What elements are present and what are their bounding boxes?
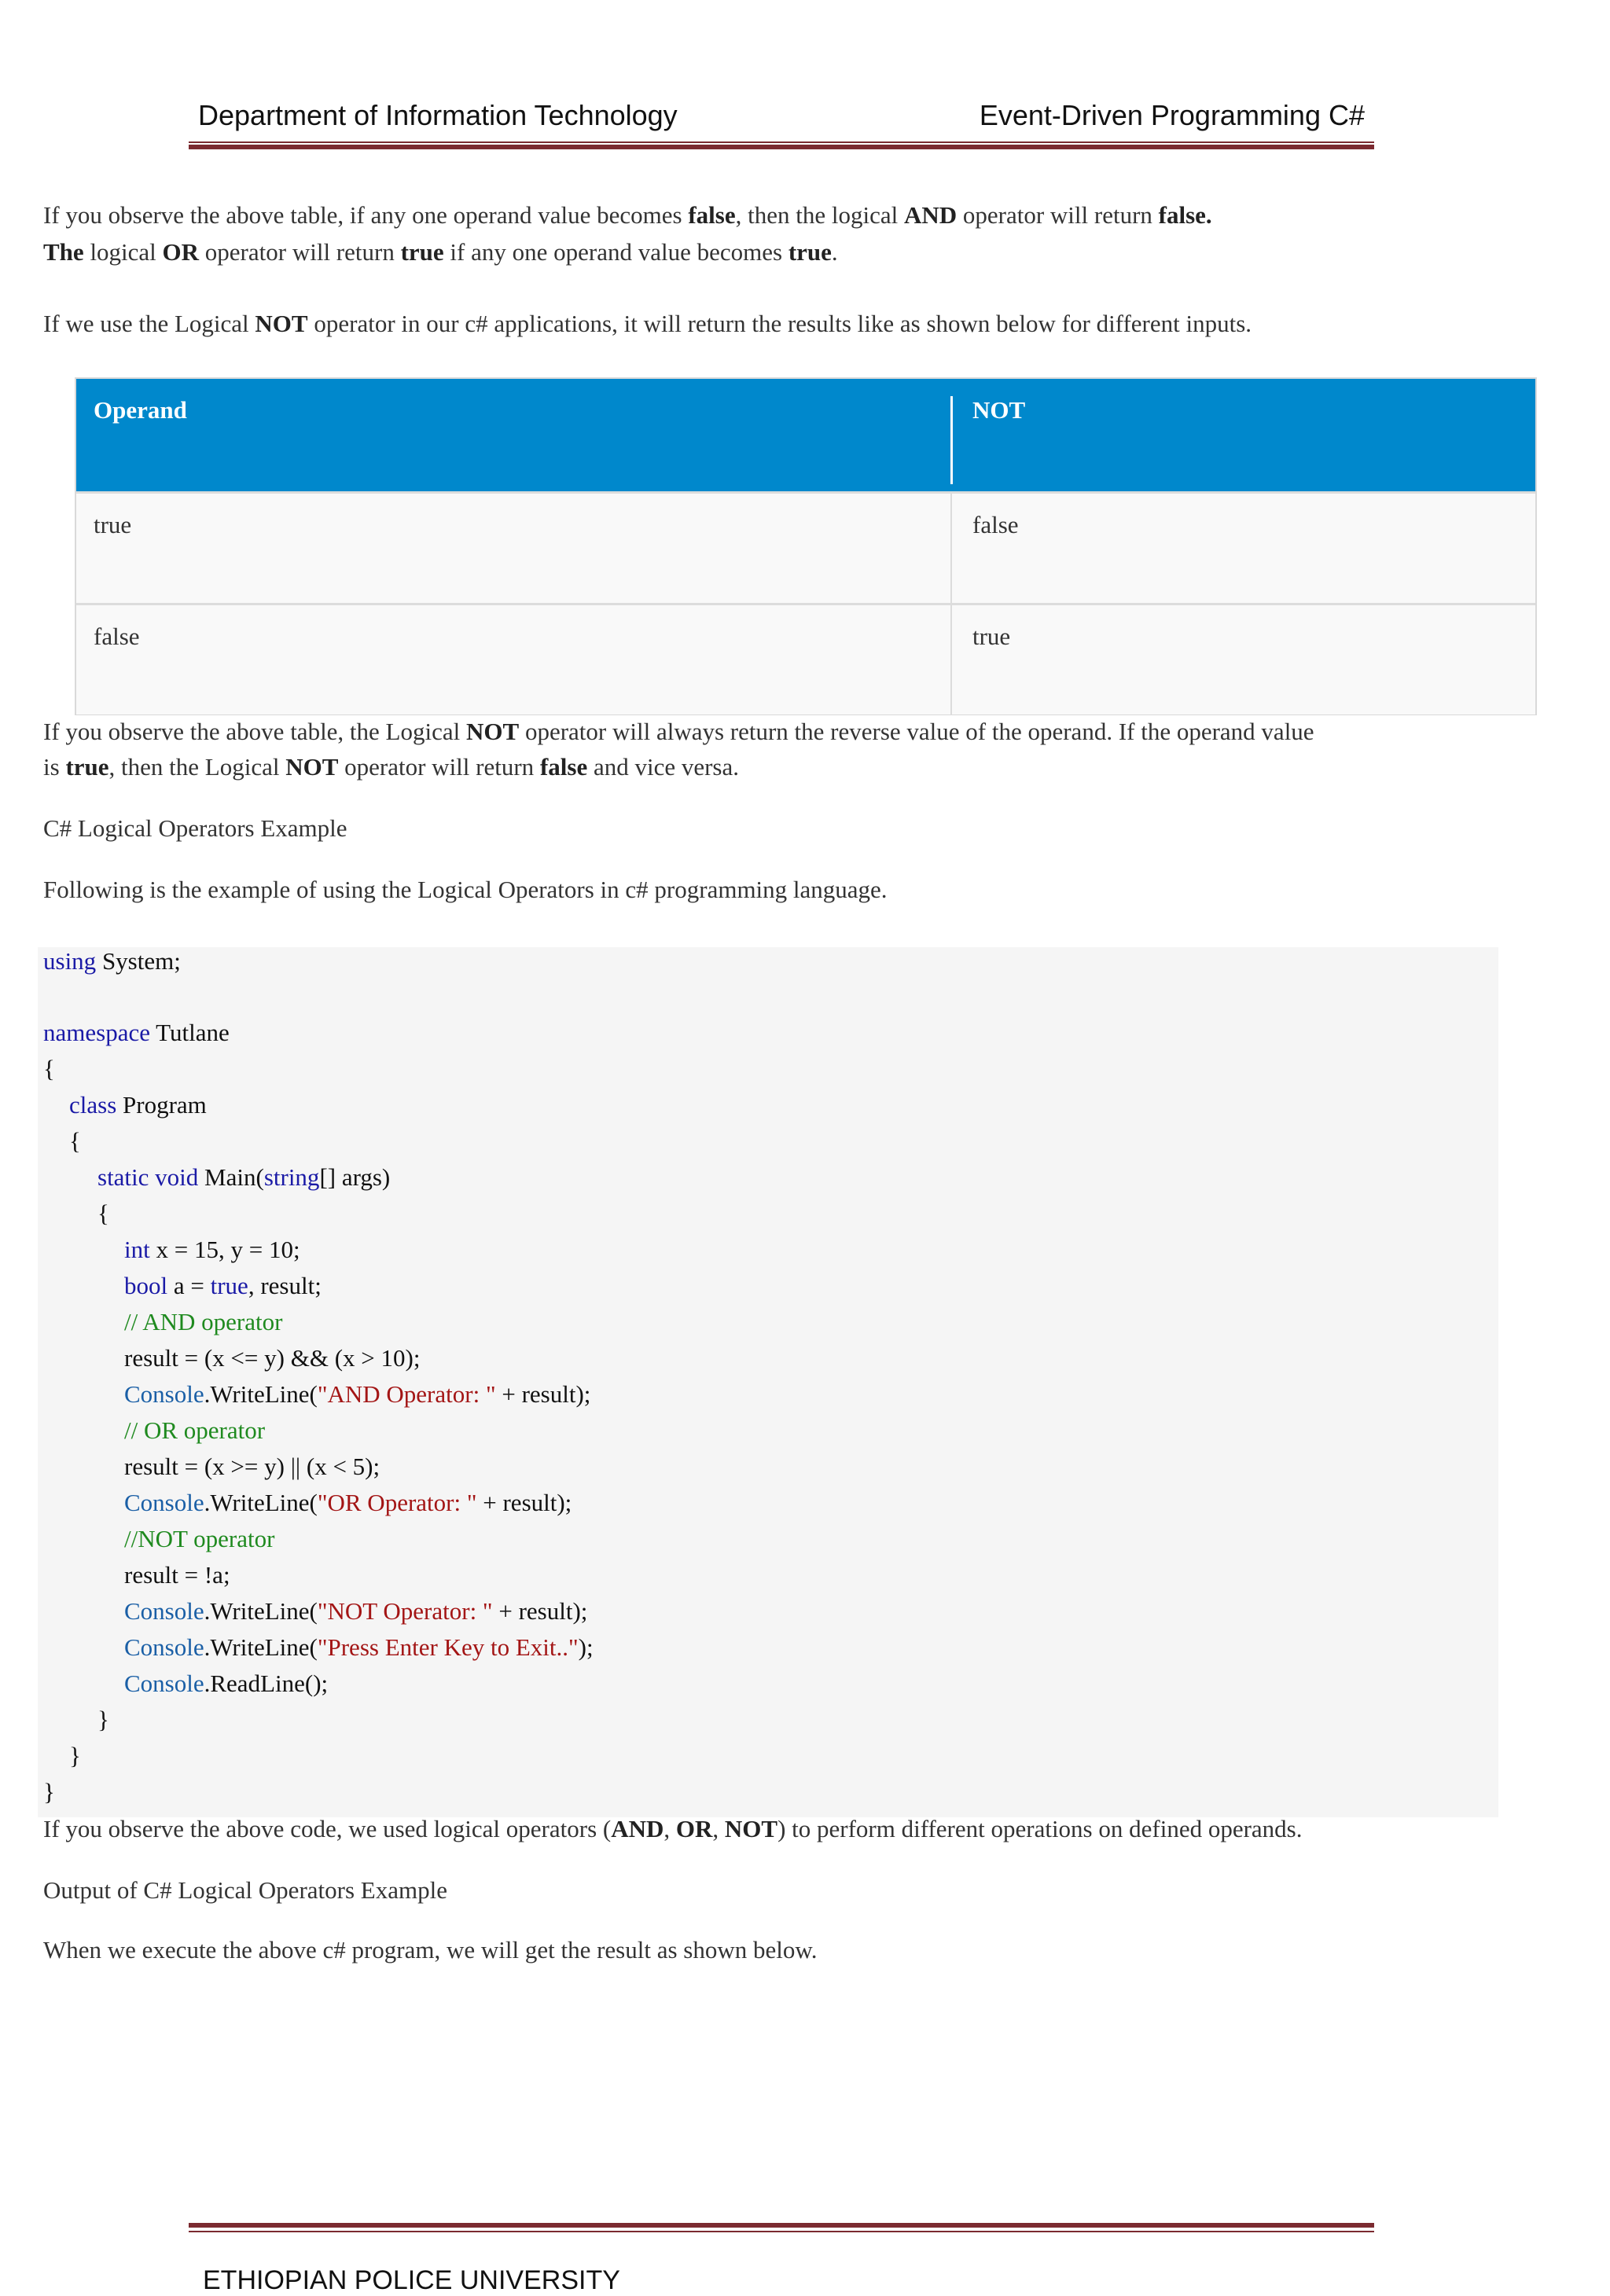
table-cell: true xyxy=(972,623,1011,650)
code-line: class Program xyxy=(69,1091,207,1119)
code-line: Console.WriteLine("NOT Operator: " + result); xyxy=(124,1597,588,1625)
table-cell: false xyxy=(972,511,1019,538)
intro-paragraph-2: If we use the Logical NOT operator in our c# applications, it will return the results like as shown below for different inputs. xyxy=(43,310,1252,337)
not-truth-table xyxy=(75,377,1537,715)
code-line: static void Main(string[] args) xyxy=(97,1163,391,1191)
code-line: int x = 15, y = 10; xyxy=(124,1236,300,1263)
code-block xyxy=(38,947,1498,1817)
after-code-paragraph: If you observe the above code, we used logical operators (AND, OR, NOT) to perform different operations on defined operands. xyxy=(43,1815,1303,1842)
code-comment: // AND operator xyxy=(124,1308,283,1335)
header-course: Event-Driven Programming C# xyxy=(979,99,1365,131)
code-comment: // OR operator xyxy=(124,1416,266,1444)
section-intro: Following is the example of using the Logical Operators in c# programming language. xyxy=(43,876,888,903)
column-separator xyxy=(950,491,952,715)
header-rule-thin xyxy=(189,141,1374,143)
footer-rule-thin xyxy=(189,2231,1374,2232)
output-intro: When we execute the above c# program, we will get the result as shown below. xyxy=(43,1936,818,1964)
intro-paragraph-1: If you observe the above table, if any one operand value becomes false, then the logical AND operator will return false. The logical OR operator will return true if any one operand value becomes true. xyxy=(43,201,1212,266)
table-cell: true xyxy=(94,511,132,538)
footer-university: ETHIOPIAN POLICE UNIVERSITY xyxy=(203,2265,620,2295)
header-department: Department of Information Technology xyxy=(198,99,678,131)
code-line: Console.WriteLine("OR Operator: " + result); xyxy=(124,1489,572,1516)
code-line: namespace Tutlane xyxy=(43,1019,230,1046)
code-line: result = (x <= y) && (x > 10); xyxy=(124,1344,421,1372)
code-line: } xyxy=(43,1778,55,1806)
code-line: Console.ReadLine(); xyxy=(124,1670,329,1697)
code-line: { xyxy=(43,1055,55,1082)
code-line: { xyxy=(97,1199,109,1227)
code-comment: //NOT operator xyxy=(124,1525,275,1552)
header-separator xyxy=(950,396,953,484)
table-header-row xyxy=(76,379,1535,491)
table-row xyxy=(76,603,1535,715)
code-line: bool a = true, result; xyxy=(124,1272,322,1299)
header-rule-thick xyxy=(189,145,1374,149)
code-line: using System; xyxy=(43,947,181,975)
after-table-paragraph: If you observe the above table, the Logical NOT operator will always return the reverse value of the operand. If the operand value is true, then the Logical NOT operator will return false and vice versa. xyxy=(43,718,1314,781)
footer-rule-thick xyxy=(189,2223,1374,2228)
code-line: result = (x >= y) || (x < 5); xyxy=(124,1453,380,1480)
code-line: Console.WriteLine("Press Enter Key to Exit.."); xyxy=(124,1633,594,1661)
table-row xyxy=(76,491,1535,603)
code-line: { xyxy=(69,1127,81,1155)
table-header-not: NOT xyxy=(972,396,1026,424)
code-line: Console.WriteLine("AND Operator: " + result); xyxy=(124,1380,591,1408)
output-title: Output of C# Logical Operators Example xyxy=(43,1876,447,1904)
section-title: C# Logical Operators Example xyxy=(43,814,347,842)
code-line: } xyxy=(69,1742,81,1769)
code-line: } xyxy=(97,1706,109,1733)
table-header-operand: Operand xyxy=(94,396,187,424)
table-cell: false xyxy=(94,623,140,650)
code-line: result = !a; xyxy=(124,1561,230,1589)
